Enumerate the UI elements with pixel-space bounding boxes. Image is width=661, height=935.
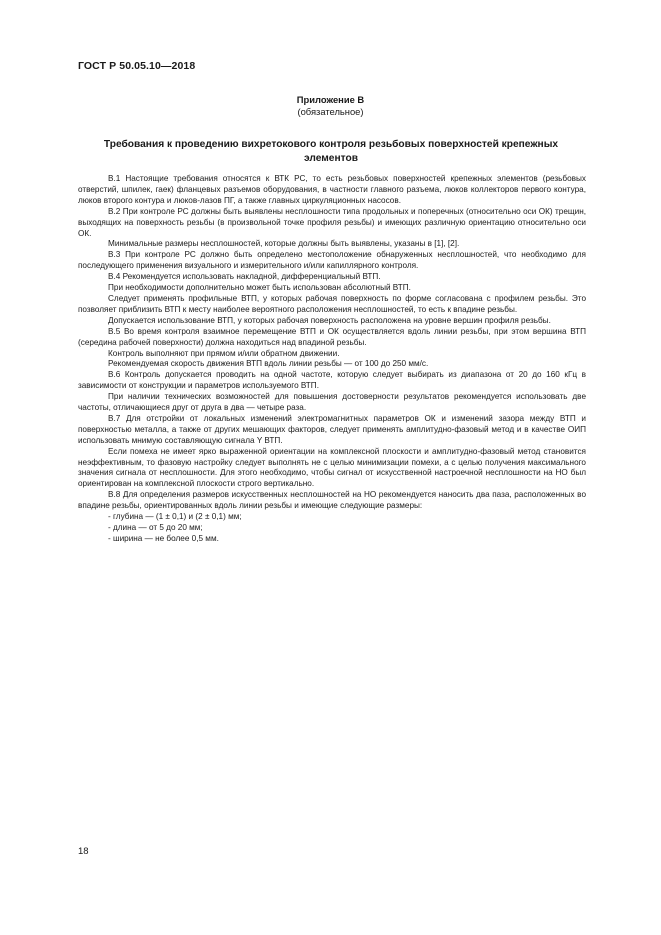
paragraph: В.5 Во время контроля взаимное перемещение ВТП и ОК осуществляется вдоль линии резьбы, при этом вершина ВТП (середина рабочей поверхности) должна находиться над впадиной резьбы. (78, 326, 586, 347)
paragraph: В.7 Для отстройки от локальных изменений электромагнитных параметров ОК и изменений зазора между ВТП и поверхностью металла, а также от других мешающих факторов, следует применять амплитудно-фазовый метод и в качестве ОИП использовать мнимую составляющую сигнала Y ВТП. (78, 413, 586, 445)
paragraph: В.4 Рекомендуется использовать накладной, дифференциальный ВТП. (108, 272, 381, 282)
list-item: - длина — от 5 до 20 мм; (108, 523, 203, 532)
paragraph: В.2 При контроле РС должны быть выявлены несплошности типа продольных и поперечных (относительно оси ОК) трещин, выходящих на поверхность резьбы (в произвольной точке профиля резьбы) и имеющих различную ориентацию относительно оси ОК. (78, 206, 586, 238)
document-body (78, 174, 586, 545)
paragraph: Допускается использование ВТП, у которых рабочая поверхность расположена на уровне вершин профиля резьбы. (108, 315, 551, 325)
paragraph: В.6 Контроль допускается проводить на одной частоте, которую следует выбирать из диапазона от 20 до 160 кГц в зависимости от конструкции и параметров используемого ВТП. (78, 370, 586, 391)
annex-status: (обязательное) (297, 106, 364, 117)
paragraph: Если помеха не имеет ярко выраженной ориентации на комплексной плоскости и амплитудно-фазовый метод становится неэффективным, то фазовую настройку следует выполнять не с целью минимизации помехи, а с целью получения максимального значения сигнала от несплошности. Для этого необходимо, чтобы сигнал от искусственной настроечной несплошности на НО был ориентирован на комплексной плоскости строго вертикально. (78, 446, 586, 489)
annex-label: Приложение В (296, 94, 365, 105)
paragraph: В.8 Для определения размеров искусственных несплошностей на НО рекомендуется наносить два паза, расположенных во впадине резьбы, ориентированных вдоль линии резьбы и имеющие следующие размеры: (78, 490, 586, 511)
paragraph: При наличии технических возможностей для повышения достоверности результатов рекомендуется использовать две частоты, отличающиеся друг от друга в два — четыре раза. (78, 392, 586, 413)
paragraph: Следует применять профильные ВТП, у которых рабочая поверхность по форме согласована с профилем резьбы. Это позволяет приблизить ВТП к месту наиболее вероятного расположения несплошностей, то есть к впадине резьбы. (78, 293, 586, 314)
section-title: Требования к проведению вихретокового контроля резьбовых поверхностей крепежных элементов (103, 139, 559, 164)
paragraph: Контроль выполняют при прямом и/или обратном движении. (108, 348, 340, 358)
paragraph: Минимальные размеры несплошностей, которые должны быть выявлены, указаны в [1], [2]. (108, 239, 460, 249)
paragraph: Рекомендуемая скорость движения ВТП вдоль линии резьбы — от 100 до 250 мм/с. (108, 359, 429, 369)
standard-designation: ГОСТ Р 50.05.10—2018 (78, 60, 196, 72)
paragraph: В.1 Настоящие требования относятся к ВТК РС, то есть резьбовых поверхностей крепежных элементов (резьбовых отверстий, шпилек, гаек) фланцевых разъемов оборудования, в частности главного разъема, люков коллекторов первого контура, люков второго контура и люков-лазов ПГ, а также главных циркуляционных насосов. (78, 174, 586, 205)
paragraph: При необходимости дополнительно может быть использован абсолютный ВТП. (108, 283, 411, 293)
list-item: - глубина — (1 ± 0,1) и (2 ± 0,1) мм; (108, 512, 242, 522)
paragraph: В.3 При контроле РС должно быть определено местоположение обнаруженных несплошностей, что необходимо для последующего применения визуального и измерительного и/или капиллярного контроля. (78, 250, 586, 271)
list-item: - ширина — не более 0,5 мм. (108, 533, 219, 543)
page-number: 18 (78, 846, 89, 857)
